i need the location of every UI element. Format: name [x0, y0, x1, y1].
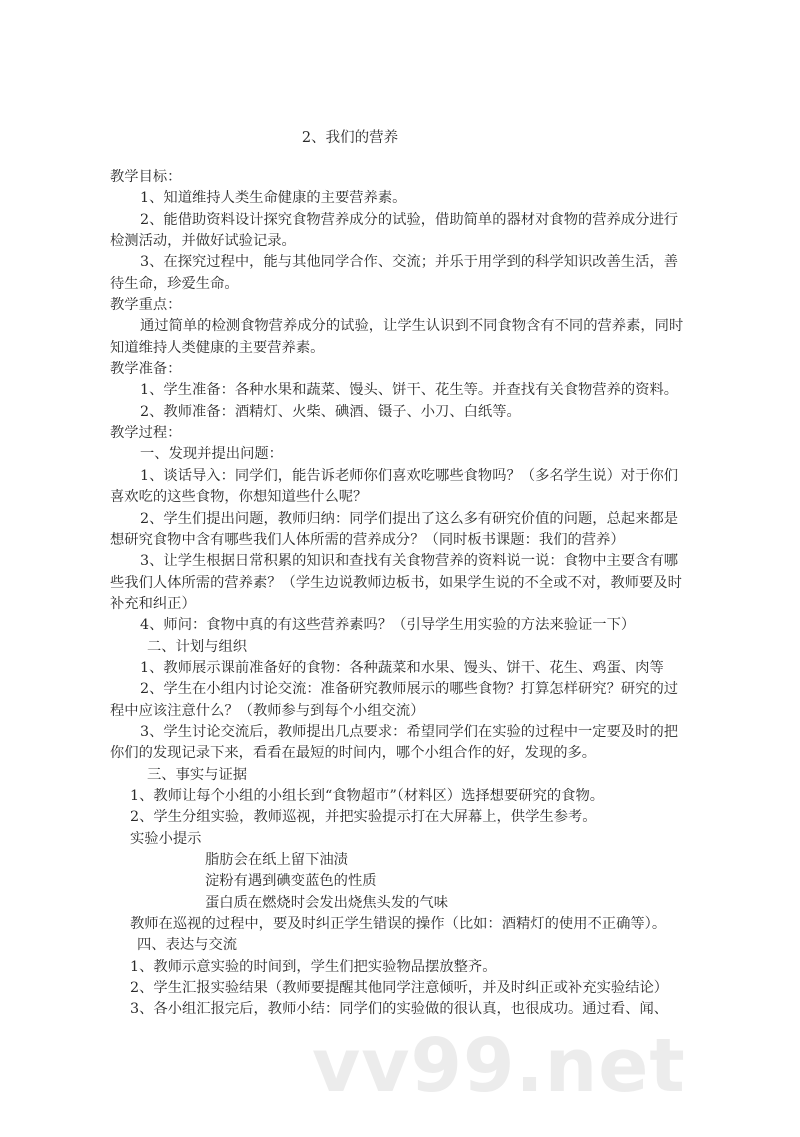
text-line: 3、各小组汇报完后，教师小结：同学们的实验做的很认真，也很成功。通过看、闻、: [130, 1001, 669, 1018]
text-line: 你们的发现记录下来，看看在最短的时间内，哪个小组合作的好，发现的多。: [110, 745, 597, 762]
text-line: 2、学生们提出问题，教师归纳：同学们提出了这么多有研究价值的问题，总起来都是: [140, 510, 679, 527]
text-line: 四、表达与交流: [137, 937, 238, 954]
text-line: 教学准备：: [110, 361, 182, 378]
text-line: 2、教师准备：酒精灯、火柴、碘酒、镊子、小刀、白纸等。: [140, 403, 521, 420]
text-line: 通过简单的检测食物营养成分的试验，让学生认识到不同食物含有不同的营养素，同时: [140, 318, 684, 335]
text-line: 想研究食物中含有哪些我们人体所需的营养成分？（同时板书课题：我们的营养）: [110, 531, 625, 548]
text-line: 1、谈话导入：同学们，能告诉老师你们喜欢吃哪些食物吗？（多名学生说）对于你们: [140, 467, 679, 484]
text-line: 3、学生讨论交流后，教师提出几点要求：希望同学们在实验的过程中一定要及时的把: [140, 723, 679, 740]
text-line: 检测活动，并做好试验记录。: [110, 233, 296, 250]
document-body: [110, 167, 684, 1021]
text-line: 实验小提示: [130, 830, 202, 847]
text-line: 淀粉有遇到碘变蓝色的性质: [205, 873, 377, 890]
text-line: 三、事实与证据: [147, 766, 248, 783]
text-line: 教学重点：: [110, 297, 182, 314]
text-line: 待生命，珍爱生命。: [110, 275, 239, 292]
text-line: 2、学生分组实验，教师巡视，并把实验提示打在大屏幕上，供学生参考。: [130, 809, 597, 826]
text-line: 1、教师让每个小组的小组长到“食物超市”（材料区）选择想要研究的食物。: [130, 787, 605, 804]
text-line: 3、让学生根据日常积累的知识和查找有关食物营养的资料说一说：食物中主要含有哪: [140, 553, 679, 570]
text-line: 二、计划与组织: [147, 638, 248, 655]
text-line: 1、教师示意实验的时间到，学生们把实验物品摆放整齐。: [130, 958, 497, 975]
text-line: 1、教师展示课前准备好的食物：各种蔬菜和水果、馒头、饼干、花生、鸡蛋、肉等: [140, 659, 664, 676]
document-title: 2、我们的营养: [301, 130, 399, 146]
text-line: 4、师问：食物中真的有这些营养素吗？（引导学生用实验的方法来验证一下）: [140, 617, 636, 634]
text-line: 程中应该注意什么？（教师参与到每个小组交流）: [110, 702, 425, 719]
text-line: 3、在探究过程中，能与其他同学合作、交流；并乐于用学到的科学知识改善生活，善: [140, 254, 679, 271]
text-line: 补充和纠正）: [110, 595, 196, 612]
text-line: 蛋白质在燃烧时会发出烧焦头发的气味: [205, 894, 449, 911]
watermark: vv99.net: [312, 1023, 686, 1109]
text-line: 教学过程：: [110, 425, 182, 442]
text-line: 一、发现并提出问题：: [140, 446, 283, 463]
text-line: 1、学生准备：各种水果和蔬菜、馒头、饼干、花生等。并查找有关食物营养的资料。: [140, 382, 679, 399]
text-line: 教师在巡视的过程中，要及时纠正学生错误的操作（比如：酒精灯的使用不正确等）。: [130, 916, 667, 933]
text-line: 2、学生在小组内讨论交流：准备研究教师展示的哪些食物？打算怎样研究？研究的过: [140, 681, 679, 698]
text-line: 喜欢吃的这些食物，你想知道些什么呢？: [110, 489, 368, 506]
text-line: 些我们人体所需的营养素？（学生边说教师边板书，如果学生说的不全或不对，教师要及时: [110, 574, 682, 591]
text-line: 2、学生汇报实验结果（教师要提醒其他同学注意倾听，并及时纠正或补充实验结论）: [130, 980, 669, 997]
text-line: 2、能借助资料设计探究食物营养成分的试验，借助简单的器材对食物的营养成分进行: [140, 211, 679, 228]
text-line: 1、知道维持人类生命健康的主要营养素。: [140, 190, 407, 207]
text-line: 教学目标：: [110, 169, 182, 185]
text-line: 脂肪会在纸上留下油渍: [205, 852, 348, 868]
text-line: 知道维持人类健康的主要营养素。: [110, 339, 325, 356]
